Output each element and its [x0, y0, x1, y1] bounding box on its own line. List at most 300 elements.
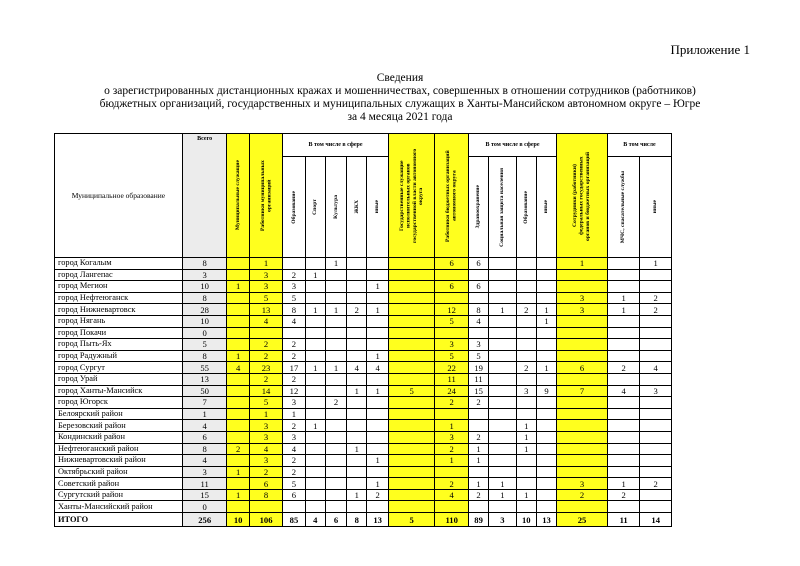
cell-value — [607, 258, 639, 270]
cell-value: 1 — [607, 478, 639, 490]
cell-value — [227, 315, 249, 327]
cell-value: 2 — [516, 304, 536, 316]
header-culture-text: Культура — [332, 195, 339, 219]
cell-value — [305, 397, 325, 409]
cell-value — [640, 443, 672, 455]
cell-value: 4 — [283, 315, 305, 327]
cell-value: 2 — [283, 339, 305, 351]
cell-value: 13 — [536, 513, 556, 527]
cell-value — [516, 455, 536, 467]
cell-value: 1 — [536, 304, 556, 316]
cell-value — [325, 269, 346, 281]
cell-value — [227, 385, 249, 397]
cell-value: 1 — [347, 443, 367, 455]
cell-value: 1 — [367, 350, 388, 362]
cell-value — [283, 501, 305, 513]
cell-value — [607, 281, 639, 293]
cell-value: 4 — [305, 513, 325, 527]
cell-value: 1 — [305, 420, 325, 432]
header-municipal-servants-text: Муниципальные служащие — [234, 160, 241, 231]
cell-value — [516, 350, 536, 362]
cell-value — [557, 397, 608, 409]
cell-value: 1 — [640, 258, 672, 270]
cell-value — [227, 304, 249, 316]
cell-value — [367, 258, 388, 270]
cell-value: 256 — [182, 513, 227, 527]
cell-value — [227, 397, 249, 409]
header-healthcare — [468, 157, 488, 258]
table-row — [55, 327, 672, 339]
cell-value — [367, 443, 388, 455]
cell-municipality: город Покачи — [55, 327, 183, 339]
cell-value — [557, 269, 608, 281]
cell-value: 3 — [468, 339, 488, 351]
cell-value: 2 — [283, 269, 305, 281]
cell-value — [367, 292, 388, 304]
cell-value: 13 — [249, 304, 282, 316]
cell-value — [536, 501, 556, 513]
header-other-3-text: иные — [652, 200, 659, 214]
cell-municipality: ИТОГО — [55, 513, 183, 527]
cell-value: 3 — [249, 455, 282, 467]
cell-value — [536, 373, 556, 385]
cell-value — [435, 269, 468, 281]
header-sport — [305, 157, 325, 258]
cell-value: 2 — [249, 339, 282, 351]
cell-value — [388, 420, 435, 432]
header-incl-sphere-1: В том числе в сфере — [283, 134, 388, 157]
cell-value — [325, 455, 346, 467]
cell-value — [305, 466, 325, 478]
cell-value — [325, 431, 346, 443]
cell-value — [347, 339, 367, 351]
cell-value — [557, 339, 608, 351]
cell-value — [388, 258, 435, 270]
cell-value — [516, 478, 536, 490]
cell-value — [227, 455, 249, 467]
cell-value — [305, 292, 325, 304]
cell-value: 2 — [435, 478, 468, 490]
cell-value — [283, 258, 305, 270]
cell-value: 106 — [249, 513, 282, 527]
cell-value — [489, 455, 516, 467]
cell-value: 2 — [227, 443, 249, 455]
cell-municipality: город Югорск — [55, 397, 183, 409]
header-federal-employees-text: Сотрудники (работники) федеральных государственных органов и бюджетных организаций — [572, 150, 592, 241]
cell-value — [388, 455, 435, 467]
table-row — [55, 489, 672, 501]
cell-value — [536, 397, 556, 409]
cell-value — [557, 327, 608, 339]
header-emergency-text: МЧС, спасательные службы — [620, 170, 627, 244]
cell-value: 1 — [536, 362, 556, 374]
cell-value — [367, 373, 388, 385]
cell-value — [305, 281, 325, 293]
cell-value — [388, 269, 435, 281]
cell-value: 1 — [516, 431, 536, 443]
cell-value: 14 — [640, 513, 672, 527]
cell-municipality: город Мегион — [55, 281, 183, 293]
cell-value — [347, 269, 367, 281]
cell-value — [227, 501, 249, 513]
cell-value: 3 — [557, 304, 608, 316]
cell-value: 8 — [468, 304, 488, 316]
cell-value — [305, 443, 325, 455]
cell-value — [325, 315, 346, 327]
cell-value: 5 — [283, 292, 305, 304]
cell-value — [367, 315, 388, 327]
cell-value — [325, 327, 346, 339]
cell-value: 3 — [182, 269, 227, 281]
cell-value: 1 — [325, 362, 346, 374]
table-row — [55, 385, 672, 397]
cell-value — [557, 420, 608, 432]
cell-value — [557, 455, 608, 467]
cell-municipality: город Пыть-Ях — [55, 339, 183, 351]
cell-value: 7 — [557, 385, 608, 397]
cell-value — [640, 408, 672, 420]
cell-value — [607, 501, 639, 513]
header-education-2 — [516, 157, 536, 258]
cell-value — [367, 431, 388, 443]
cell-value: 3 — [557, 478, 608, 490]
cell-value — [516, 408, 536, 420]
cell-value: 12 — [283, 385, 305, 397]
cell-value: 4 — [435, 489, 468, 501]
cell-value — [607, 455, 639, 467]
cell-value — [489, 408, 516, 420]
cell-value — [305, 373, 325, 385]
cell-value: 6 — [182, 431, 227, 443]
cell-value: 4 — [182, 420, 227, 432]
cell-value — [468, 327, 488, 339]
cell-municipality: город Радужный — [55, 350, 183, 362]
table-row — [55, 339, 672, 351]
cell-value — [435, 501, 468, 513]
header-federal-employees — [557, 134, 608, 258]
cell-value: 2 — [249, 350, 282, 362]
cell-value: 2 — [367, 489, 388, 501]
cell-value — [640, 350, 672, 362]
cell-value — [468, 408, 488, 420]
cell-value — [607, 339, 639, 351]
cell-value: 10 — [182, 281, 227, 293]
cell-value — [489, 420, 516, 432]
cell-value: 1 — [468, 478, 488, 490]
cell-value — [640, 420, 672, 432]
cell-value — [489, 443, 516, 455]
cell-value — [347, 408, 367, 420]
cell-value: 23 — [249, 362, 282, 374]
cell-value — [347, 431, 367, 443]
cell-value — [347, 397, 367, 409]
cell-value: 1 — [367, 304, 388, 316]
cell-value: 4 — [468, 315, 488, 327]
table-row — [55, 501, 672, 513]
header-incl-3: В том числе — [607, 134, 671, 157]
cell-value — [227, 269, 249, 281]
cell-value — [347, 420, 367, 432]
cell-value: 1 — [468, 443, 488, 455]
cell-value — [536, 431, 556, 443]
cell-value: 85 — [283, 513, 305, 527]
heading-line-3: бюджетных организаций, государственных и муниципальных служащих в Ханты-Мансийском автономном округе – Югре — [99, 98, 701, 110]
cell-value — [607, 315, 639, 327]
cell-value — [489, 373, 516, 385]
cell-value — [468, 292, 488, 304]
cell-value — [516, 466, 536, 478]
cell-value: 6 — [435, 258, 468, 270]
header-healthcare-text: Здравоохранение — [475, 185, 482, 229]
cell-value: 25 — [557, 513, 608, 527]
cell-value — [536, 292, 556, 304]
table-row — [55, 292, 672, 304]
cell-value: 4 — [249, 443, 282, 455]
cell-value — [536, 478, 556, 490]
cell-value: 1 — [489, 304, 516, 316]
header-other-3 — [640, 157, 672, 258]
cell-value: 1 — [325, 258, 346, 270]
cell-value — [536, 408, 556, 420]
cell-value: 6 — [325, 513, 346, 527]
cell-value: 13 — [182, 373, 227, 385]
cell-value: 11 — [607, 513, 639, 527]
cell-value: 2 — [283, 373, 305, 385]
cell-value: 1 — [489, 478, 516, 490]
cell-value — [640, 455, 672, 467]
cell-value — [227, 420, 249, 432]
cell-value — [489, 339, 516, 351]
cell-value — [516, 339, 536, 351]
cell-value — [325, 385, 346, 397]
cell-value — [516, 292, 536, 304]
cell-value: 1 — [435, 420, 468, 432]
header-budget-org-workers — [435, 134, 468, 258]
cell-value: 3 — [516, 385, 536, 397]
cell-value: 5 — [468, 350, 488, 362]
cell-value: 3 — [249, 281, 282, 293]
cell-value — [388, 489, 435, 501]
cell-value — [388, 443, 435, 455]
header-municipal-servants — [227, 134, 249, 258]
header-emergency — [607, 157, 639, 258]
cell-value — [607, 466, 639, 478]
header-other-1 — [367, 157, 388, 258]
cell-value — [367, 420, 388, 432]
cell-value — [640, 373, 672, 385]
cell-value: 1 — [536, 315, 556, 327]
cell-value — [227, 258, 249, 270]
cell-value — [607, 327, 639, 339]
header-budget-org-workers-text: Работники бюджетных организаций автономного округа — [445, 149, 458, 242]
cell-value — [249, 327, 282, 339]
cell-value — [305, 501, 325, 513]
table-row — [55, 315, 672, 327]
cell-value: 2 — [283, 455, 305, 467]
cell-value — [468, 269, 488, 281]
cell-value — [347, 455, 367, 467]
cell-value: 2 — [516, 362, 536, 374]
cell-value — [557, 350, 608, 362]
cell-value: 22 — [435, 362, 468, 374]
table-row — [55, 478, 672, 490]
cell-municipality: Сургутский район — [55, 489, 183, 501]
cell-value: 2 — [325, 397, 346, 409]
cell-municipality: Нижневартовский район — [55, 455, 183, 467]
cell-value — [227, 408, 249, 420]
cell-value: 55 — [182, 362, 227, 374]
cell-value — [557, 466, 608, 478]
cell-value — [516, 281, 536, 293]
cell-value: 2 — [249, 373, 282, 385]
cell-municipality: город Когалым — [55, 258, 183, 270]
cell-value — [489, 350, 516, 362]
document-heading — [0, 72, 800, 124]
cell-value — [536, 258, 556, 270]
cell-value — [347, 327, 367, 339]
cell-value: 5 — [249, 292, 282, 304]
header-housing — [347, 157, 367, 258]
cell-value — [227, 478, 249, 490]
header-culture — [325, 157, 346, 258]
cell-value: 28 — [182, 304, 227, 316]
cell-value — [536, 327, 556, 339]
cell-value — [435, 466, 468, 478]
cell-value — [305, 478, 325, 490]
cell-value: 3 — [640, 385, 672, 397]
cell-value: 8 — [182, 258, 227, 270]
cell-value: 4 — [182, 455, 227, 467]
cell-value: 3 — [283, 397, 305, 409]
table-row — [55, 350, 672, 362]
cell-value — [489, 258, 516, 270]
heading-line-4: за 4 месяца 2021 года — [347, 111, 453, 123]
cell-value — [557, 315, 608, 327]
cell-value — [607, 420, 639, 432]
cell-value — [227, 373, 249, 385]
cell-value — [305, 327, 325, 339]
header-total: Всего — [182, 134, 227, 258]
cell-value: 2 — [468, 431, 488, 443]
cell-value — [516, 258, 536, 270]
cell-value: 8 — [182, 292, 227, 304]
cell-value — [388, 362, 435, 374]
cell-value — [468, 466, 488, 478]
cell-value — [325, 281, 346, 293]
cell-value — [607, 373, 639, 385]
table-row — [55, 408, 672, 420]
cell-value — [607, 397, 639, 409]
cell-municipality: Ханты-Мансийский район — [55, 501, 183, 513]
cell-value — [367, 408, 388, 420]
cell-value — [607, 431, 639, 443]
cell-value — [325, 350, 346, 362]
cell-value — [367, 269, 388, 281]
cell-value: 1 — [516, 443, 536, 455]
cell-value: 1 — [435, 455, 468, 467]
header-education-1-text: Образование — [290, 190, 297, 224]
cell-value — [489, 466, 516, 478]
cell-value — [347, 478, 367, 490]
cell-value — [388, 350, 435, 362]
cell-value — [388, 466, 435, 478]
cell-value — [516, 501, 536, 513]
cell-value: 4 — [227, 362, 249, 374]
cell-value: 11 — [182, 478, 227, 490]
cell-value: 3 — [435, 339, 468, 351]
cell-value — [536, 420, 556, 432]
cell-value — [607, 443, 639, 455]
cell-value — [325, 466, 346, 478]
cell-value: 2 — [435, 397, 468, 409]
cell-value: 24 — [435, 385, 468, 397]
cell-value — [489, 327, 516, 339]
table-row — [55, 304, 672, 316]
cell-value: 6 — [468, 281, 488, 293]
cell-municipality: Кондинский район — [55, 431, 183, 443]
cell-value: 2 — [640, 304, 672, 316]
header-state-servants — [388, 134, 435, 258]
cell-value: 4 — [283, 443, 305, 455]
cell-value — [347, 373, 367, 385]
header-municipal-org-workers — [249, 134, 282, 258]
table-row — [55, 466, 672, 478]
cell-value: 50 — [182, 385, 227, 397]
cell-value: 1 — [305, 304, 325, 316]
cell-value: 1 — [468, 455, 488, 467]
cell-value: 5 — [435, 315, 468, 327]
cell-value: 1 — [367, 281, 388, 293]
cell-value — [347, 315, 367, 327]
cell-value — [347, 292, 367, 304]
cell-value — [305, 489, 325, 501]
heading-line-1: Сведения — [376, 72, 424, 84]
cell-value — [305, 315, 325, 327]
table-row — [55, 455, 672, 467]
table-row — [55, 431, 672, 443]
header-incl-sphere-2: В том числе в сфере — [468, 134, 556, 157]
cell-value — [536, 455, 556, 467]
cell-value — [536, 489, 556, 501]
cell-value: 1 — [516, 420, 536, 432]
cell-value: 2 — [468, 397, 488, 409]
cell-value: 1 — [227, 466, 249, 478]
cell-value — [489, 501, 516, 513]
cell-value — [640, 431, 672, 443]
cell-value — [388, 315, 435, 327]
cell-value — [325, 489, 346, 501]
cell-value — [305, 350, 325, 362]
cell-value: 9 — [536, 385, 556, 397]
cell-value: 4 — [367, 362, 388, 374]
cell-value: 1 — [516, 489, 536, 501]
cell-value — [557, 431, 608, 443]
header-state-servants-text: Государственные служащие исполнительных органов государственной власти автономного округа — [398, 148, 424, 243]
cell-value — [607, 408, 639, 420]
cell-value — [536, 269, 556, 281]
cell-value: 1 — [489, 489, 516, 501]
cell-value — [640, 397, 672, 409]
cell-municipality: Октябрьский район — [55, 466, 183, 478]
cell-value — [367, 339, 388, 351]
cell-value: 4 — [607, 385, 639, 397]
cell-value: 2 — [435, 443, 468, 455]
header-municipality: Муниципальное образование — [55, 134, 183, 258]
cell-value: 6 — [283, 489, 305, 501]
cell-value — [367, 397, 388, 409]
cell-value: 1 — [227, 350, 249, 362]
cell-value: 8 — [283, 304, 305, 316]
